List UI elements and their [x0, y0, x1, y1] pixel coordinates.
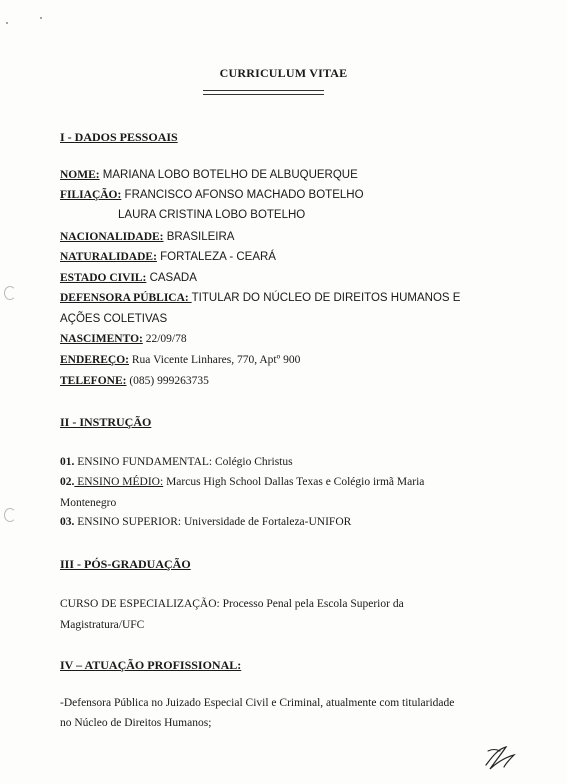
field-defensora — [60, 292, 460, 304]
field-filiacao — [60, 189, 364, 201]
item-text: Marcus High School Dallas Texas e Colégio irmã Maria — [163, 476, 425, 488]
professional-line-1: -Defensora Pública no Juizado Especial Civil e Criminal, atualmente com titularidade — [60, 697, 455, 709]
signature-initials-mark — [480, 735, 520, 775]
field-value: MARIANA LOBO BOTELHO DE ALBUQUERQUE — [99, 169, 358, 181]
field-nacionalidade — [60, 231, 234, 243]
punch-hole-mark — [4, 286, 16, 300]
field-value: FORTALEZA - CEARÁ — [156, 251, 276, 263]
education-item-1 — [60, 456, 293, 468]
field-value: 22/09/78 — [142, 333, 187, 345]
field-naturalidade — [60, 251, 276, 263]
professional-line-2: no Núcleo de Direitos Humanos; — [60, 717, 212, 729]
item-number: 02. — [60, 476, 75, 488]
field-nascimento — [60, 333, 187, 345]
field-value: CASADA — [146, 272, 197, 284]
field-value: BRASILEIRA — [163, 231, 235, 243]
field-value: FRANCISCO AFONSO MACHADO BOTELHO — [121, 189, 364, 201]
field-label: TELEFONE: — [60, 375, 127, 387]
item-text: ENSINO SUPERIOR: Universidade de Fortaleza-UNIFOR — [74, 516, 352, 528]
scan-speck — [40, 17, 42, 19]
item-label: ENSINO MÉDIO: — [74, 476, 164, 488]
field-label: NACIONALIDADE: — [60, 231, 164, 243]
section-heading-professional: IV – ATUAÇÃO PROFISSIONAL: — [60, 658, 242, 672]
field-value: (085) 999263735 — [126, 375, 209, 387]
punch-hole-mark — [4, 508, 16, 522]
field-label: NASCIMENTO: — [60, 333, 143, 345]
field-label: ENDEREÇO: — [60, 354, 130, 366]
scan-speck — [6, 22, 8, 24]
education-item-2-cont: Montenegro — [60, 497, 117, 509]
education-item-2 — [60, 476, 468, 488]
item-number: 03. — [60, 516, 75, 528]
education-item-3 — [60, 516, 351, 528]
field-label: FILIAÇÃO: — [60, 189, 122, 201]
section-heading-personal: I - DADOS PESSOAIS — [60, 130, 178, 144]
field-nome — [60, 169, 358, 181]
section-heading-postgrad: III - PÓS-GRADUAÇÃO — [60, 557, 191, 571]
item-text: ENSINO FUNDAMENTAL: Colégio Christus — [74, 456, 293, 468]
field-endereco — [60, 354, 300, 366]
field-defensora-cont: AÇÕES COLETIVAS — [60, 313, 168, 325]
field-label: DEFENSORA PÚBLICA: — [60, 292, 192, 304]
field-label: NATURALIDADE: — [60, 251, 157, 263]
field-label: NOME: — [60, 169, 100, 181]
field-value: Rua Vicente Linhares, 770, Aptº 900 — [129, 354, 301, 366]
field-filiacao-mother: LAURA CRISTINA LOBO BOTELHO — [118, 209, 306, 221]
field-value: TITULAR DO NÚCLEO DE DIREITOS HUMANOS E — [191, 292, 461, 304]
postgrad-line-1: CURSO DE ESPECIALIZAÇÃO: Processo Penal pela Escola Superior da — [60, 598, 404, 610]
title-underline — [203, 90, 324, 95]
document-title: CURRICULUM VITAE — [219, 66, 348, 80]
field-estado-civil — [60, 272, 197, 284]
field-label: ESTADO CIVIL: — [60, 272, 147, 284]
field-telefone — [60, 375, 209, 387]
postgrad-line-2: Magistratura/UFC — [60, 619, 145, 631]
item-number: 01. — [60, 456, 75, 468]
section-heading-education: II - INSTRUÇÃO — [60, 415, 152, 429]
